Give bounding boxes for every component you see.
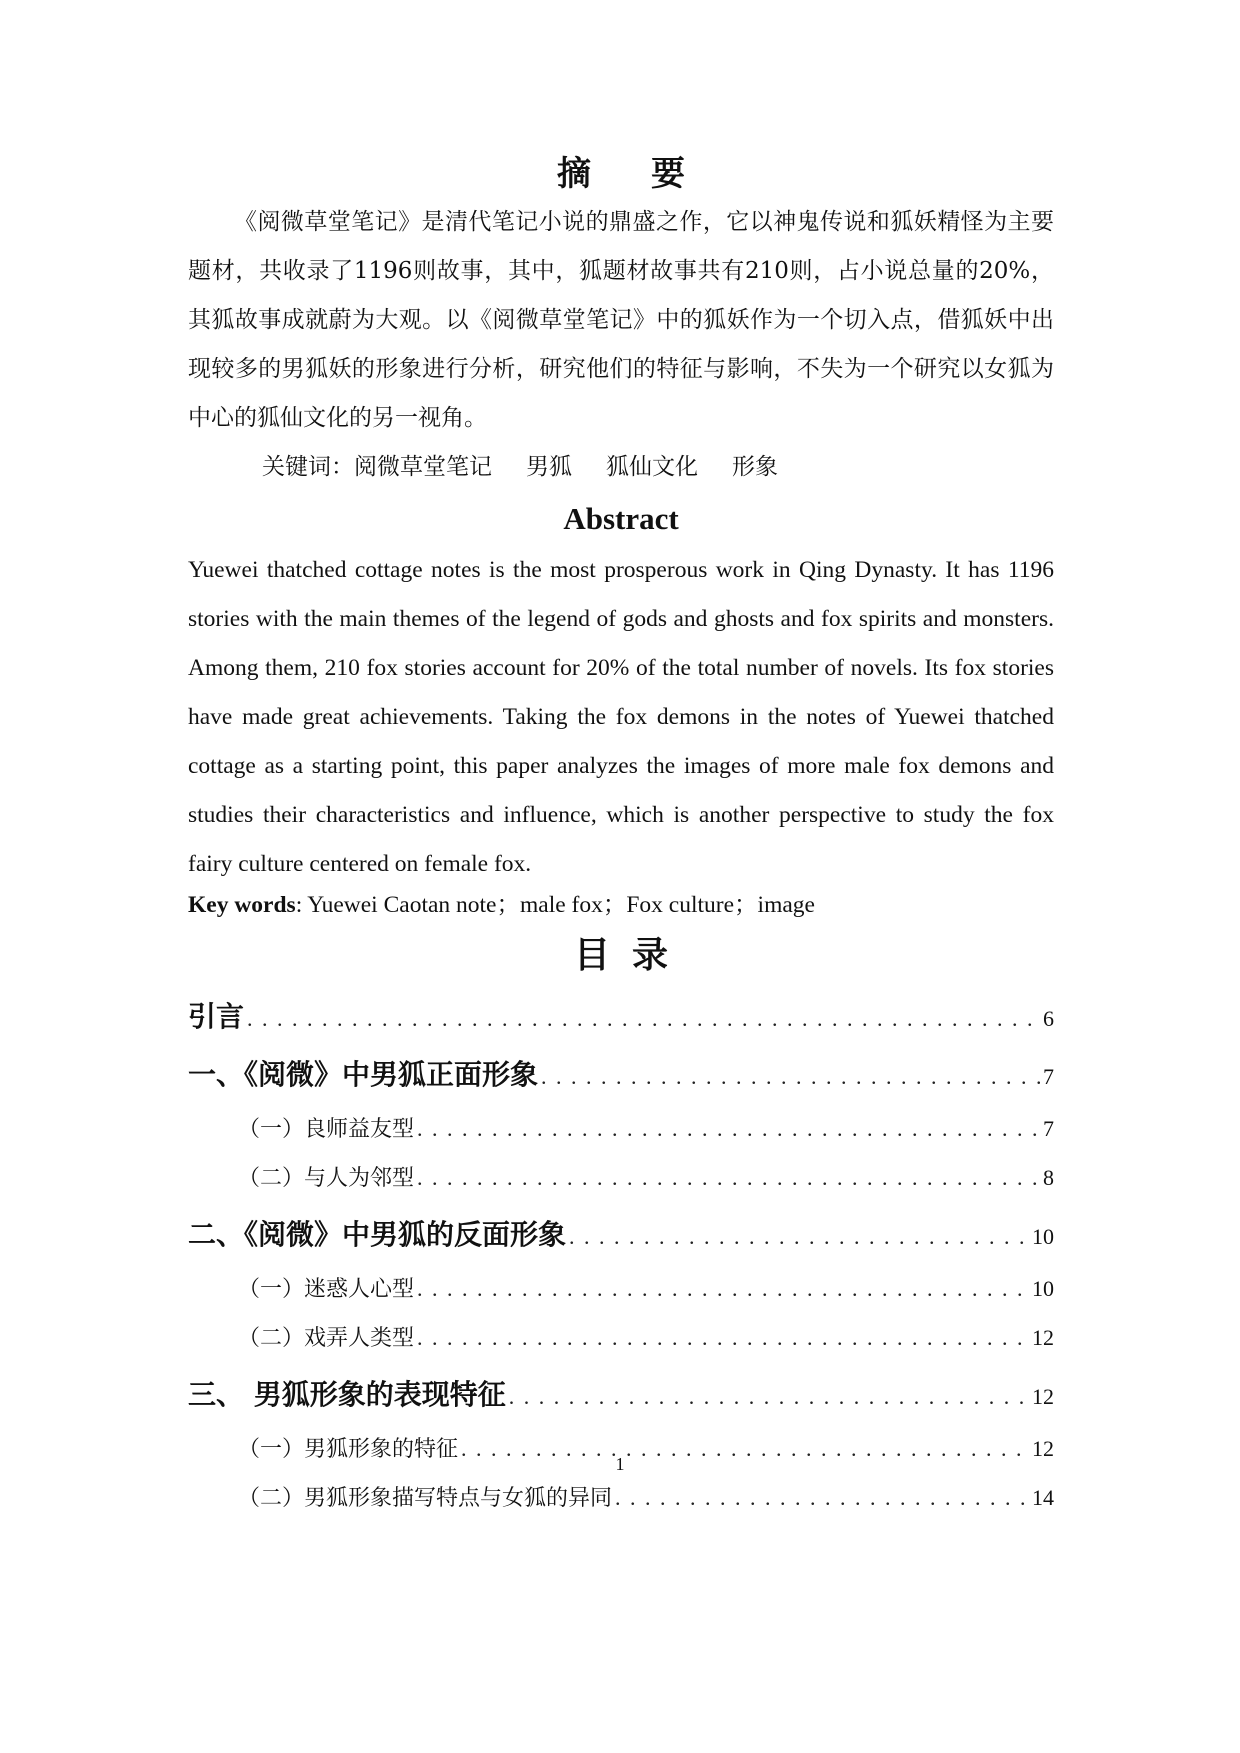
toc-entry-label: 三、 男狐形象的表现特征 <box>188 1378 506 1411</box>
keywords-text: : Yuewei Caotan note；male fox；Fox culture；image <box>295 892 815 918</box>
toc-entry-label: （一）男狐形象的特征 <box>238 1437 459 1462</box>
toc-entry-label: （二）与人为邻型 <box>238 1166 415 1191</box>
toc-entry[interactable] <box>188 1105 1054 1154</box>
keyword: 形象 <box>732 454 778 480</box>
keyword: 阅微草堂笔记 <box>354 454 492 480</box>
toc-leader <box>417 1314 1029 1362</box>
toc-leader <box>615 1474 1029 1522</box>
table-of-contents <box>188 993 1054 1523</box>
keyword: 男狐 <box>526 454 572 480</box>
toc-entry-page: 12 <box>1032 1436 1054 1461</box>
toc-title: 目录 <box>573 934 690 976</box>
toc-entry[interactable] <box>188 1211 1054 1261</box>
toc-entry[interactable] <box>188 1314 1054 1363</box>
toc-entry-page: 10 <box>1032 1276 1054 1301</box>
abstract-en-paragraph: Yuewei thatched cottage notes is the most prosperous work in Qing Dynasty. It has 1196 stories with the main themes of the legend of gods and ghosts and fox spirits and monsters. Among them, 210 fox stories account for 20% of the total number of novels. Its fox stories have made great achievements. Taking the fox demons in the notes of Yuewei thatched cottage as a starting point, this paper analyzes the images of more male fox demons and studies their characteristics and influence, which is another perspective to study the fox fairy culture centered on female fox. <box>188 557 1054 877</box>
toc-leader <box>541 1053 1040 1101</box>
toc-entry-label: 二、《阅微》中男狐的反面形象 <box>188 1218 567 1251</box>
toc-leader <box>569 1213 1029 1261</box>
toc-leader <box>417 1265 1029 1313</box>
toc-entry-label: （二）男狐形象描写特点与女狐的异同 <box>238 1486 613 1511</box>
toc-entry-label: （一）良师益友型 <box>238 1117 415 1142</box>
toc-entry[interactable] <box>188 993 1054 1043</box>
page-number: 1 <box>615 1454 625 1474</box>
keywords-label: Key words <box>188 892 296 918</box>
toc-entry[interactable] <box>188 1474 1054 1523</box>
toc-entry-page: 6 <box>1043 1006 1054 1031</box>
toc-entry-page: 12 <box>1032 1325 1054 1350</box>
toc-leader <box>247 995 1040 1043</box>
toc-entry-page: 8 <box>1043 1165 1054 1190</box>
keywords-label: 关键词： <box>262 454 354 480</box>
abstract-cn-title: 摘要 <box>557 154 745 194</box>
toc-entry-page: 14 <box>1032 1485 1054 1510</box>
toc-entry-label: 引言 <box>188 1000 245 1033</box>
keyword: 狐仙文化 <box>606 454 698 480</box>
abstract-en-keywords <box>188 889 1054 921</box>
toc-entry-label: 一、《阅微》中男狐正面形象 <box>188 1058 539 1091</box>
toc-entry-page: 7 <box>1043 1064 1054 1089</box>
toc-leader <box>417 1105 1040 1153</box>
toc-leader <box>509 1373 1029 1421</box>
toc-entry[interactable] <box>188 1154 1054 1203</box>
toc-entry-page: 7 <box>1043 1116 1054 1141</box>
toc-leader <box>417 1154 1040 1202</box>
abstract-en-title: Abstract <box>563 501 679 536</box>
toc-entry[interactable] <box>188 1371 1054 1421</box>
paper-page <box>188 150 1054 1523</box>
toc-entry-page: 10 <box>1032 1224 1054 1249</box>
abstract-cn-paragraph: 《阅微草堂笔记》是清代笔记小说的鼎盛之作，它以神鬼传说和狐妖精怪为主要题材，共收录了1196则故事，其中，狐题材故事共有210则，占小说总量的20%，其狐故事成就蔚为大观。以《阅微草堂笔记》中的狐妖作为一个切入点，借狐妖中出现较多的男狐妖的形象进行分析，研究他们的特征与影响，不失为一个研究以女狐为中心的狐仙文化的另一视角。 <box>188 209 1054 431</box>
toc-entry-label: （二）戏弄人类型 <box>238 1326 415 1351</box>
abstract-cn-keywords <box>188 443 1054 492</box>
toc-entry[interactable] <box>188 1265 1054 1314</box>
toc-entry-page: 12 <box>1032 1384 1054 1409</box>
toc-entry-label: （一）迷惑人心型 <box>238 1277 415 1302</box>
toc-entry[interactable] <box>188 1051 1054 1101</box>
